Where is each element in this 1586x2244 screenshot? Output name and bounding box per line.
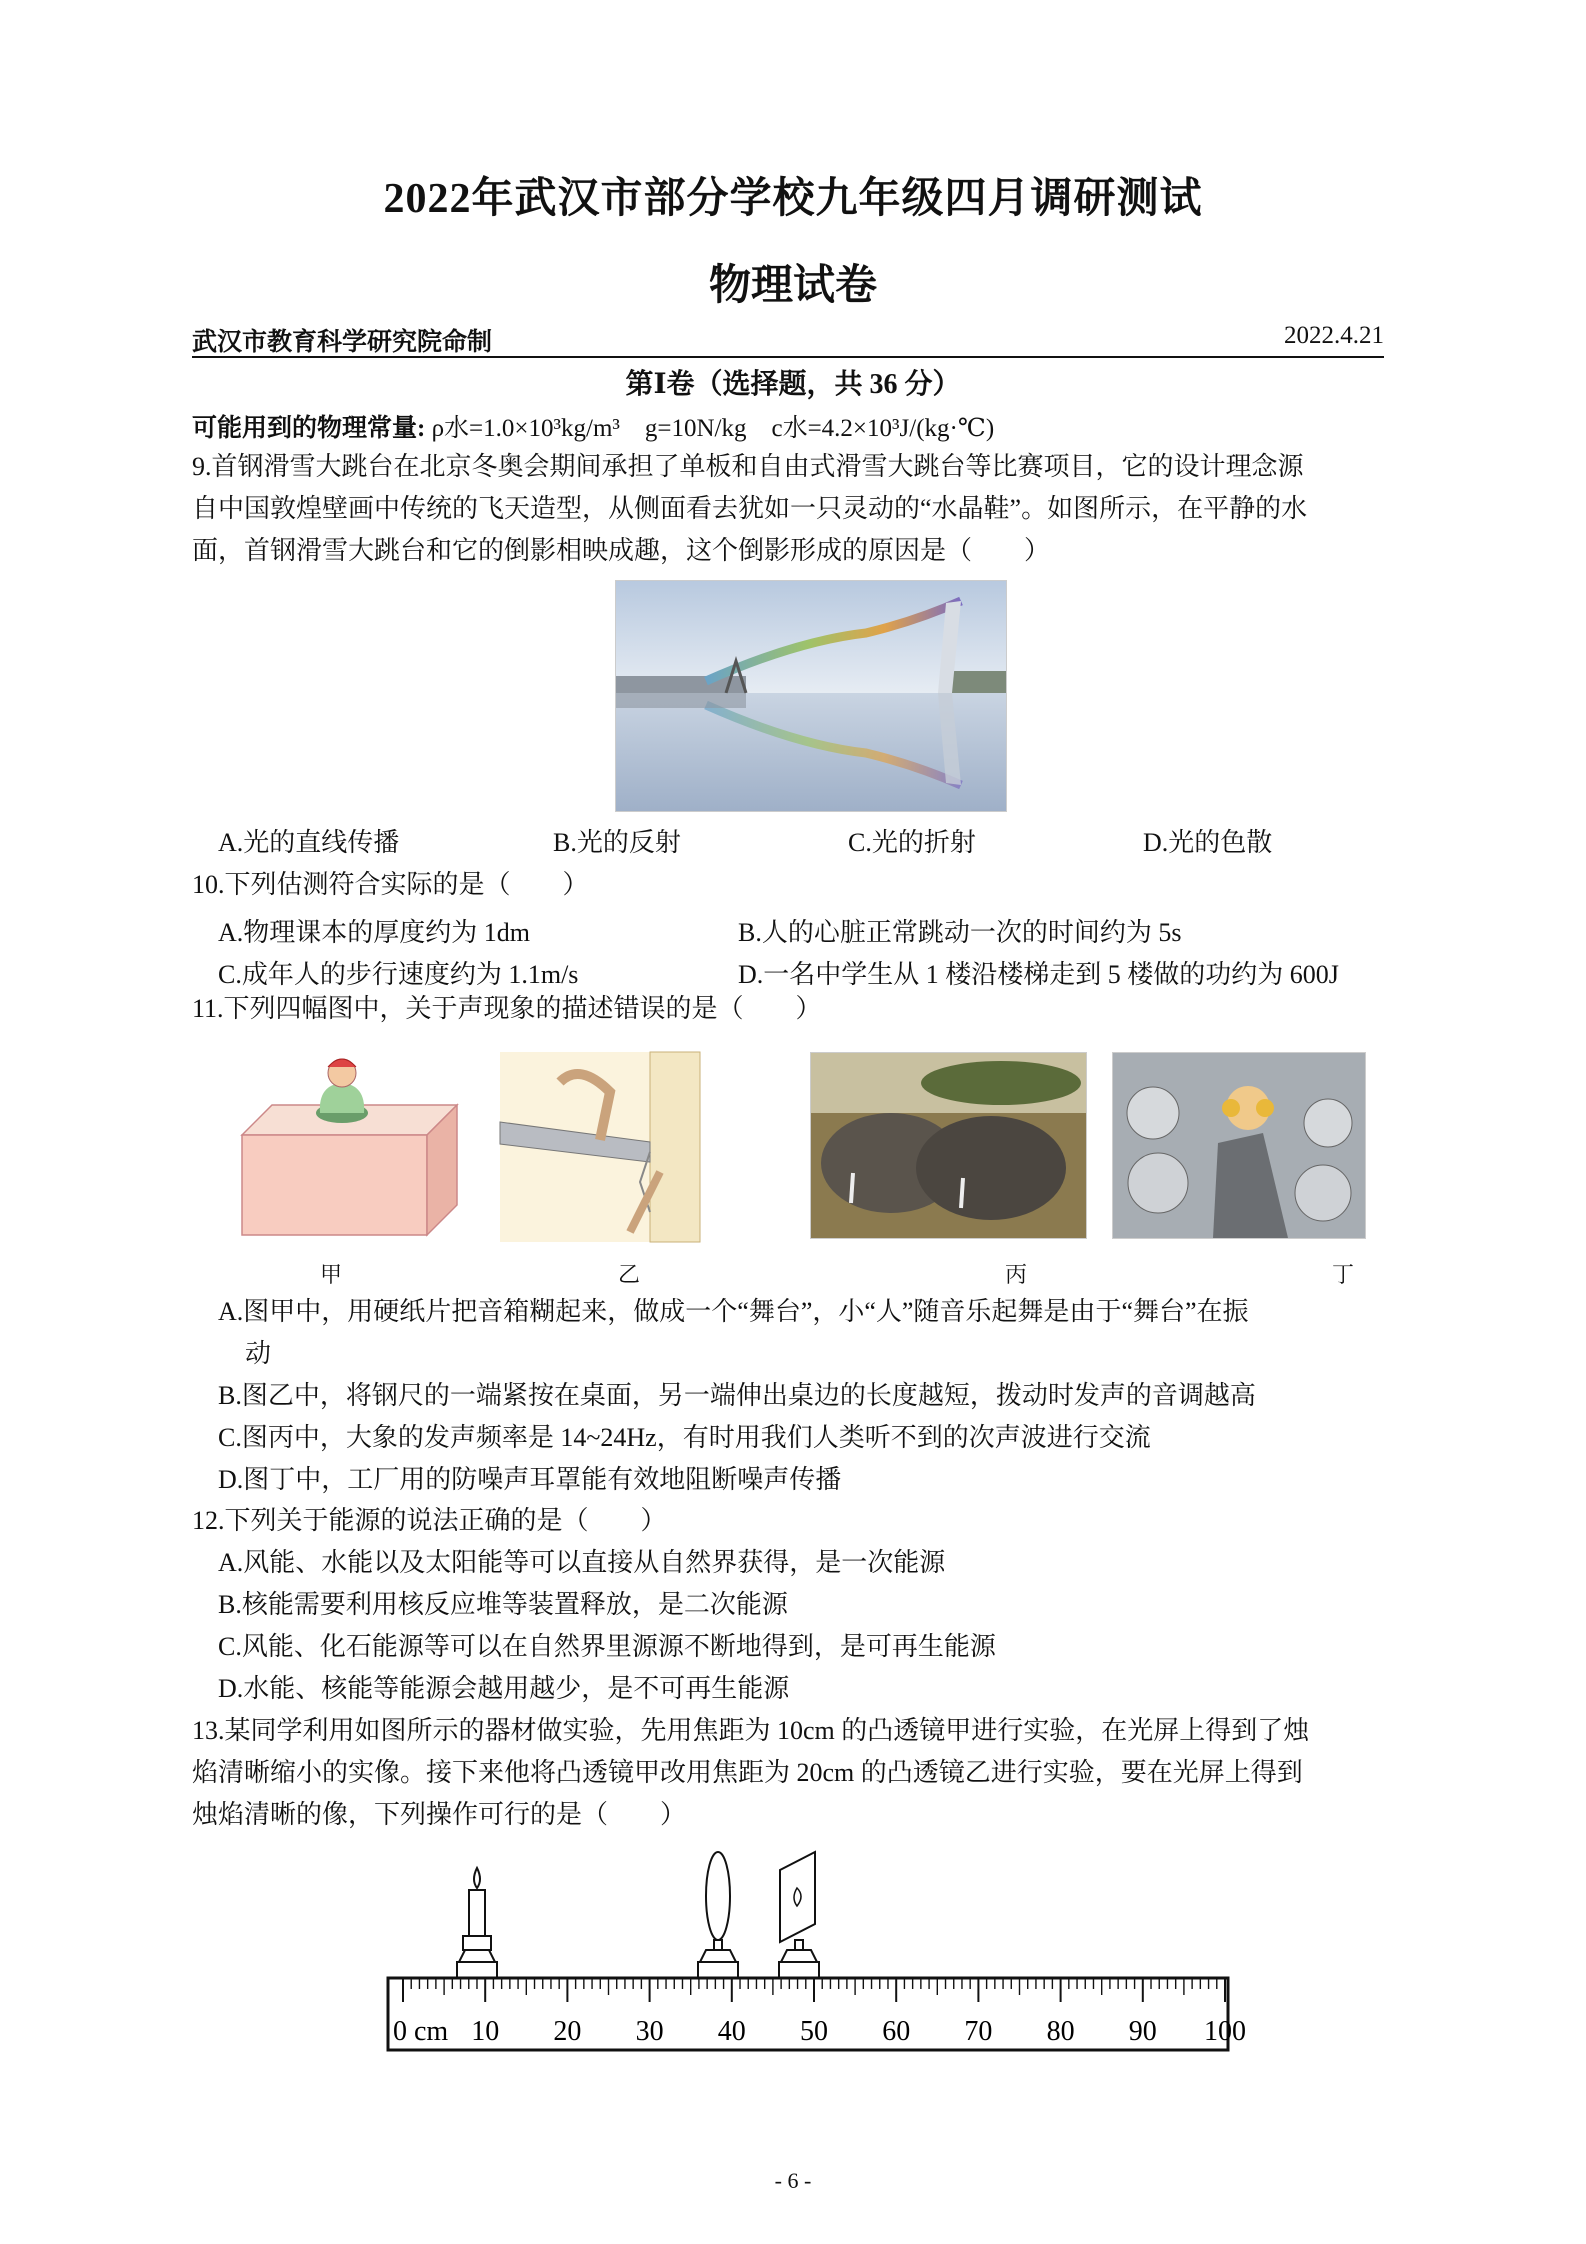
q11-stem: 11.下列四幅图中，关于声现象的描述错误的是（ ） [192,994,822,1023]
speaker-stage-figure [232,1045,462,1245]
ski-jump-reflection-photo [615,580,1007,812]
q13-line2: 焰清晰缩小的实像。接下来他将凸透镜甲改用焦距为 20cm 的凸透镜乙进行实验，要在光屏上得到 [192,1758,1303,1787]
q12-option-b: B.核能需要利用核反应堆等装置释放，是二次能源 [218,1590,788,1619]
q11-option-a-cont: 动 [245,1339,272,1368]
optical-bench-figure [385,1840,1246,2080]
q13-line1: 13.某同学利用如图所示的器材做实验，先用焦距为 10cm 的凸透镜甲进行实验，在光屏上得到了烛 [192,1716,1310,1745]
q11-option-b: B.图乙中，将钢尺的一端紧按在桌面，另一端伸出桌边的长度越短，拨动时发声的音调越高 [218,1381,1256,1410]
caption-ding: 丁 [1332,1262,1355,1287]
q10-option-d: D.一名中学生从 1 楼沿楼梯走到 5 楼做的功约为 600J [738,960,1339,989]
ruler-label: 90 [1128,2016,1157,2047]
q11-option-d: D.图丁中，工厂用的防噪声耳罩能有效地阻断噪声传播 [218,1465,842,1494]
q10-option-a: A.物理课本的厚度约为 1dm [218,918,531,947]
ruler-label: 100 [1204,2016,1246,2047]
issuing-org: 武汉市教育科学研究院命制 [192,329,493,356]
candle-icon [457,1868,497,1978]
q10-options-row1 [218,912,1402,952]
q12-stem: 12.下列关于能源的说法正确的是（ ） [192,1506,667,1535]
light-screen-icon [779,1852,819,1978]
ruler-label: 50 [800,2016,828,2047]
q10-option-c: C.成年人的步行速度约为 1.1m/s [218,960,579,989]
page-subtitle: 物理试卷 [708,263,877,309]
constants-value: ρ水=1.0×10³kg/m³ g=10N/kg c水=4.2×10³J/(kg·℃) [431,415,995,442]
ruler-label: 60 [882,2016,911,2047]
factory-earmuff-photo [1112,1052,1366,1239]
page-title: 2022年武汉市部分学校九年级四月调研测试 [383,176,1203,222]
convex-lens-icon [698,1852,738,1978]
q9-option-c: C.光的折射 [848,828,976,857]
constants-line [192,408,994,444]
q12-option-c: C.风能、化石能源等可以在自然界里源源不断地得到，是可再生能源 [218,1632,996,1661]
ruler-label: 40 [717,2016,746,2047]
caption-yi: 乙 [618,1262,641,1287]
caption-bing: 丙 [1005,1262,1028,1287]
q11-option-a: A.图甲中，用硬纸片把音箱糊起来，做成一个“舞台”，小“人”随音乐起舞是由于“舞台”在振 [218,1297,1249,1326]
q9-line3: 面，首钢滑雪大跳台和它的倒影相映成趣，这个倒影形成的原因是（ ） [192,536,1051,565]
q11-option-c: C.图丙中，大象的发声频率是 14~24Hz，有时用我们人类听不到的次声波进行交流 [218,1423,1151,1452]
q12-option-a: A.风能、水能以及太阳能等可以直接从自然界获得，是一次能源 [218,1548,946,1577]
page-number: - 6 - [774,2168,812,2193]
q9-option-a: A.光的直线传播 [218,828,400,857]
ruler-unit-label: 0 cm [393,2016,449,2047]
q9-option-b: B.光的反射 [553,828,681,857]
section-heading: 第Ⅰ卷（选择题，共 36 分） [625,369,961,400]
q12-option-d: D.水能、核能等能源会越用越少，是不可再生能源 [218,1674,790,1703]
q9-line1: 9.首钢滑雪大跳台在北京冬奥会期间承担了单板和自由式滑雪大跳台等比赛项目，它的设计理念源 [192,452,1304,481]
constants-label: 可能用到的物理常量: [192,415,426,442]
steel-ruler-figure [500,1052,700,1242]
ruler-label: 20 [553,2016,582,2047]
ruler-label: 30 [635,2016,664,2047]
q9-options [218,822,1402,862]
ruler-label: 80 [1046,2016,1075,2047]
ruler-label: 70 [964,2016,993,2047]
q9-option-d: D.光的色散 [1143,828,1273,857]
q10-stem: 10.下列估测符合实际的是（ ） [192,870,589,899]
elephants-photo [810,1052,1087,1239]
header-meta [192,322,1384,358]
q9-line2: 自中国敦煌壁画中传统的飞天造型，从侧面看去犹如一只灵动的“水晶鞋”。如图所示，在平静的水 [192,494,1308,523]
issue-date: 2022.4.21 [1284,322,1384,349]
q13-line3: 烛焰清晰的像，下列操作可行的是（ ） [192,1800,687,1829]
q10-option-b: B.人的心脏正常跳动一次的时间约为 5s [738,918,1182,947]
caption-jia: 甲 [320,1262,343,1287]
ruler-label: 10 [471,2016,500,2047]
